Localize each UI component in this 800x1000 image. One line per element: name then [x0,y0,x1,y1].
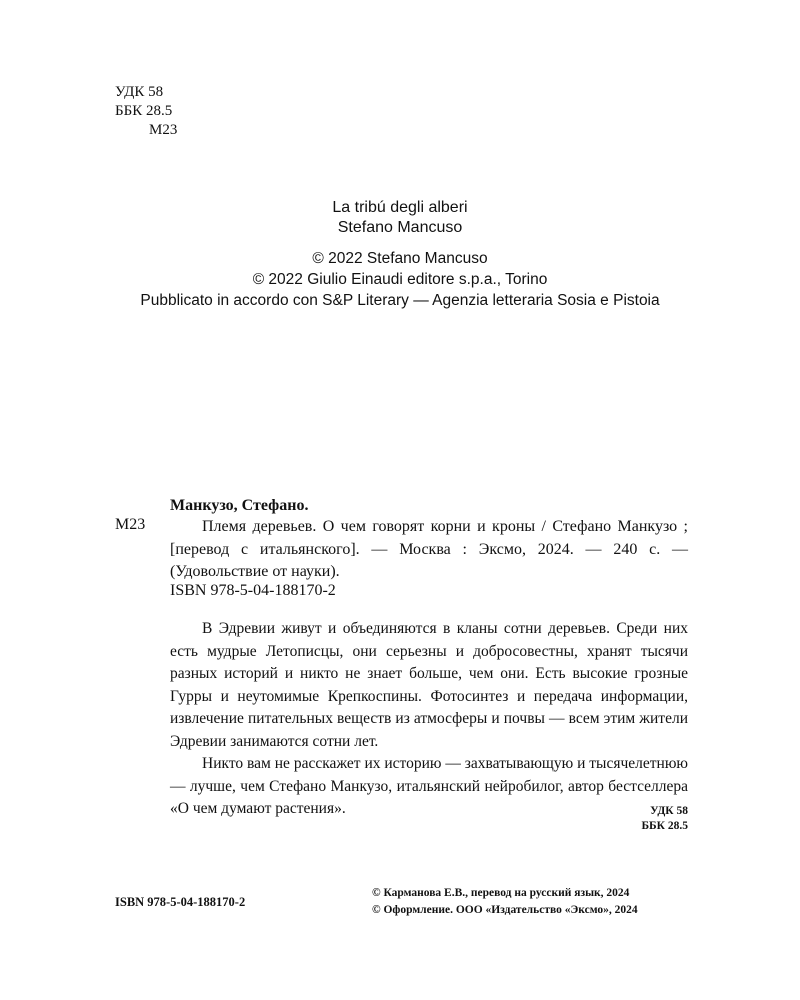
cutter-mark: М23 [115,516,146,533]
original-edition [0,198,800,238]
copyright-publisher: © 2022 Giulio Einaudi editore s.p.a., Torino [252,271,548,288]
bbk-code: ББК 28.5 [115,103,173,119]
rights-block [0,248,800,311]
annotation-paragraph-1: В Эдревии живут и объединяются в кланы сотни деревьев. Среди них есть мудрые Летописцы, они серьезны и добросовестны, хранят тысячи разных историй и никто не знает больше, чем они. Есть высокие грозные Гурры и неутомимые Крепкоспины. Фотосинтез и передача информации, извлечение питательных веществ из атмосферы и почвы — всем этим жители Эдревии занимаются сотни лет. [170,620,688,750]
copyright-translation: © Карманова Е.В., перевод на русский язык, 2024 [372,887,630,899]
footer-isbn: ISBN 978-5-04-188170-2 [115,895,246,909]
bibliographic-description: Племя деревьев. О чем говорят корни и кроны / Стефано Манкузо ; [перевод с итальянского]. — Москва : Эксмо, 2024. — 240 с. — (Удовольствие от науки). [170,518,688,580]
cutter-code: М23 [149,122,178,138]
classification-codes-right [578,804,688,834]
original-title: La tribú degli alberi [332,199,468,216]
bbk-code-right: ББК 28.5 [641,820,688,832]
original-author: Stefano Mancuso [337,219,463,236]
footer-copyrights [372,885,638,919]
copyright-design: © Оформление. ООО «Издательство «Эксмо», 2024 [372,904,638,916]
author-heading: Манкузо, Стефано. [170,497,309,514]
license-note: Pubblicato in accordo con S&P Literary — Agenzia letteraria Sosia e Pistoia [140,292,660,309]
annotation [170,618,688,821]
classification-codes-top [115,83,177,140]
annotation-paragraph-2: Никто вам не расскажет их историю — захватывающую и тысячелетнюю — лучше, чем Стефано Манкузо, итальянский нейробилог, автор бестселлера «О чем думают растения». [170,755,688,817]
udk-code-right: УДК 58 [650,805,688,817]
udk-code: УДК 58 [115,84,164,100]
copyright-author: © 2022 Stefano Mancuso [312,250,488,267]
isbn: ISBN 978-5-04-188170-2 [170,582,336,599]
